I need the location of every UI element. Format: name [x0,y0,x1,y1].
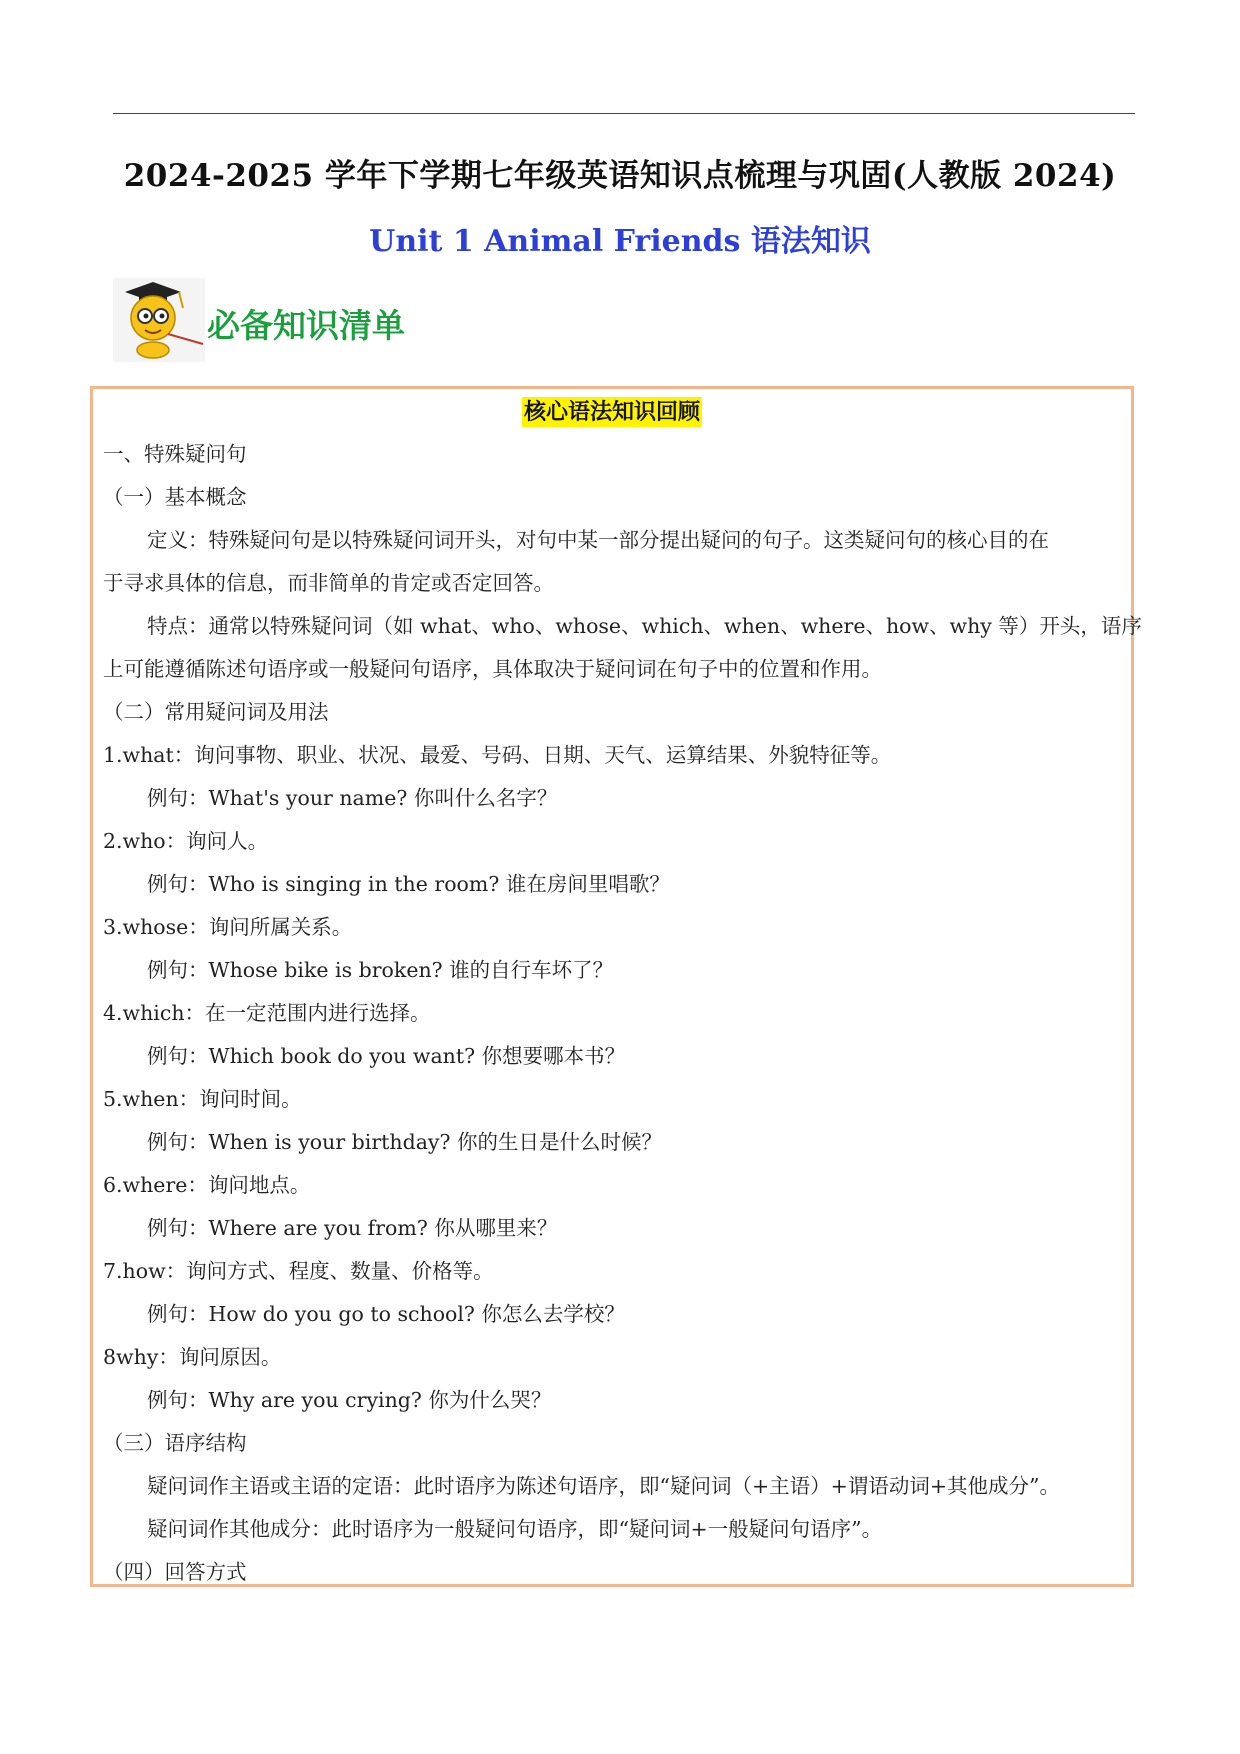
content-line: 例句：Which book do you want? 你想要哪本书？ [147,1044,626,1068]
graduate-mascot-icon [113,278,205,362]
content-line: 例句：What's your name? 你叫什么名字？ [147,786,558,810]
header-rule [113,113,1135,114]
content-line: 疑问词作其他成分：此时语序为一般疑问句语序，即“疑问词+一般疑问句语序”。 [147,1517,883,1541]
section-title: 必备知识清单 [207,306,405,345]
content-line: （二）常用疑问词及用法 [103,700,329,724]
document-subtitle: Unit 1 Animal Friends 语法知识 [369,224,871,259]
content-line: 例句：When is your birthday? 你的生日是什么时候？ [147,1130,663,1154]
content-line: 于寻求具体的信息，而非简单的肯定或否定回答。 [103,571,554,595]
content-line: 8why：询问原因。 [103,1345,282,1369]
content-line: 3.whose：询问所属关系。 [103,915,353,939]
content-line: （四）回答方式 [103,1560,247,1584]
content-line: 6.where：询问地点。 [103,1173,311,1197]
content-line: 特点：通常以特殊疑问词（如 what、who、whose、which、when、where、how、why 等）开头，语序 [147,614,1142,638]
content-line: 5.when：询问时间。 [103,1087,302,1111]
content-line: （三）语序结构 [103,1431,247,1455]
content-line: 疑问词作主语或主语的定语：此时语序为陈述句语序，即“疑问词（+主语）+谓语动词+其他成分”。 [147,1474,1060,1498]
content-line: 2.who：询问人。 [103,829,269,853]
content-line: 定义：特殊疑问句是以特殊疑问词开头，对句中某一部分提出疑问的句子。这类疑问句的核心目的在 [147,528,1049,552]
content-line: 上可能遵循陈述句语序或一般疑问句语序，具体取决于疑问词在句子中的位置和作用。 [103,657,882,681]
content-line: 例句：How do you go to school? 你怎么去学校？ [147,1302,625,1326]
content-line: 例句：Whose bike is broken? 谁的自行车坏了？ [147,958,614,982]
content-line: 例句：Who is singing in the room? 谁在房间里唱歌？ [147,872,670,896]
content-line: 1.what：询问事物、职业、状况、最爱、号码、日期、天气、运算结果、外貌特征等。 [103,743,892,767]
box-title-text: 核心语法知识回顾 [523,399,700,425]
content-line: 4.which：在一定范围内进行选择。 [103,1001,431,1025]
content-line: 7.how：询问方式、程度、数量、价格等。 [103,1259,494,1283]
document-title: 2024-2025 学年下学期七年级英语知识点梳理与巩固(人教版 2024) [123,158,1117,194]
content-line: 例句：Where are you from? 你从哪里来？ [147,1216,558,1240]
grammar-review-box [90,386,1142,1587]
content-line: 例句：Why are you crying? 你为什么哭？ [147,1388,552,1412]
content-line: 一、特殊疑问句 [103,442,247,466]
box-content [103,433,1142,1594]
content-line: （一）基本概念 [103,485,247,509]
box-title [93,395,1131,426]
